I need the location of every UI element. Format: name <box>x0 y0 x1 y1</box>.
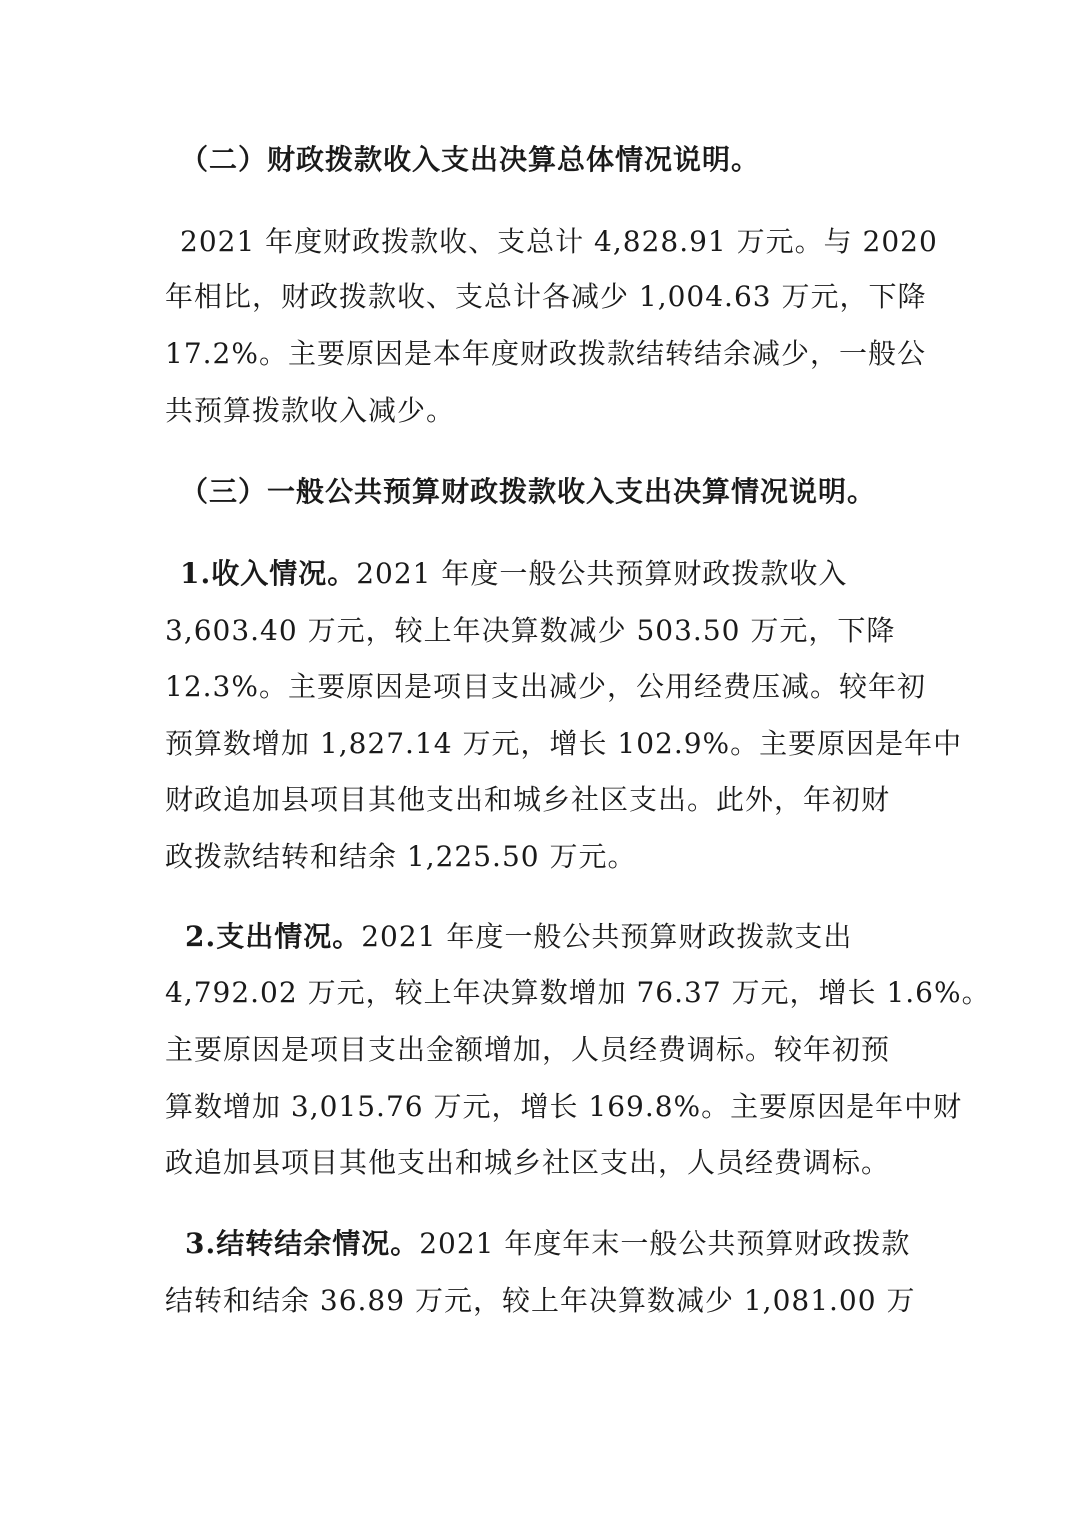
expense-line-4: 算数增加 3,015.76 万元，增长 169.8%。主要原因是年中财 <box>165 1090 963 1123</box>
expense-label: 2.支出情况。 <box>185 920 362 953</box>
balance-first-line <box>185 1224 925 1264</box>
section-3-heading: （三）一般公共预算财政拨款收入支出决算情况说明。 <box>180 475 877 508</box>
income-line-3: 12.3%。主要原因是项目支出减少，公用经费压减。较年初 <box>165 670 926 703</box>
expense-line-2: 4,792.02 万元，较上年决算数增加 76.37 万元，增长 1.6%。 <box>165 976 991 1009</box>
income-line-2: 3,603.40 万元，较上年决算数减少 503.50 万元，下降 <box>165 614 896 647</box>
balance-first-line-text: 2021 年度年末一般公共预算财政拨款 <box>419 1227 911 1260</box>
section-2-line-1: 2021 年度财政拨款收、支总计 4,828.91 万元。与 2020 <box>180 225 938 258</box>
expense-line-5: 政追加县项目其他支出和城乡社区支出，人员经费调标。 <box>165 1146 891 1179</box>
section-2-line-2: 年相比，财政拨款收、支总计各减少 1,004.63 万元，下降 <box>165 280 927 313</box>
income-line-5: 财政追加县项目其他支出和城乡社区支出。此外，年初财 <box>165 783 891 816</box>
expense-first-line <box>185 917 925 957</box>
income-first-line <box>180 554 920 594</box>
income-label: 1.收入情况。 <box>180 557 357 590</box>
section-2-line-4: 共预算拨款收入减少。 <box>165 394 456 427</box>
balance-line-2: 结转和结余 36.89 万元，较上年决算数减少 1,081.00 万 <box>165 1284 916 1317</box>
income-line-6: 政拨款结转和结余 1,225.50 万元。 <box>165 840 637 873</box>
income-first-line-text: 2021 年度一般公共预算财政拨款收入 <box>356 557 848 590</box>
section-2-heading: （二）财政拨款收入支出决算总体情况说明。 <box>180 143 761 176</box>
balance-label: 3.结转结余情况。 <box>185 1227 420 1260</box>
expense-line-3: 主要原因是项目支出金额增加，人员经费调标。较年初预 <box>165 1033 891 1066</box>
section-2-line-3: 17.2%。主要原因是本年度财政拨款结转结余减少，一般公 <box>165 337 926 370</box>
expense-first-line-text: 2021 年度一般公共预算财政拨款支出 <box>361 920 853 953</box>
income-line-4: 预算数增加 1,827.14 万元，增长 102.9%。主要原因是年中 <box>165 727 963 760</box>
